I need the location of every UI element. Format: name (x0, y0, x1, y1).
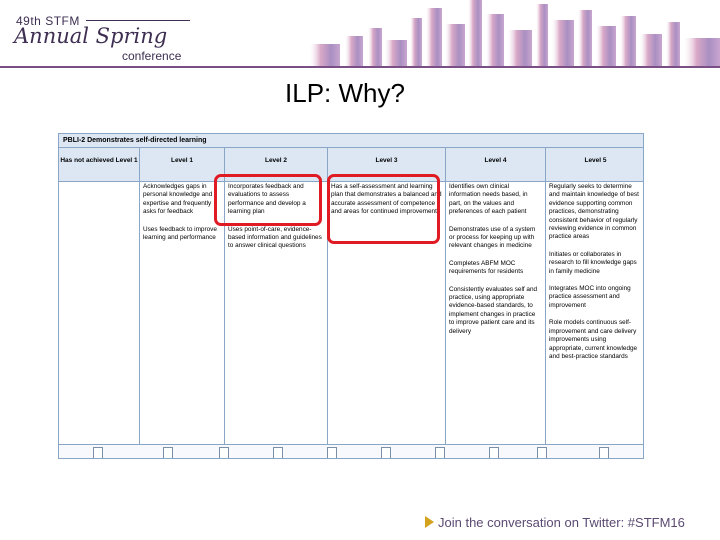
milestone-checkbox[interactable] (435, 447, 445, 459)
column-level-1 (140, 182, 225, 444)
header-level-4: Level 4 (446, 148, 546, 182)
conference-logo (14, 12, 194, 64)
level-2-item: Incorporates feedback and evaluations to assess performance and develop a learning plan (228, 183, 306, 216)
twitter-text: Join the conversation on Twitter: #STFM16 (438, 515, 685, 530)
level-4-item: Demonstrates use of a system or process for keeping up with relevant changes in medicine (449, 225, 536, 250)
milestone-checkbox[interactable] (273, 447, 283, 459)
slide-title: ILP: Why? (285, 78, 405, 108)
level-1-item: Uses feedback to improve learning and performance (143, 225, 217, 242)
milestone-checkbox[interactable] (381, 447, 391, 459)
milestone-checkbox[interactable] (93, 447, 103, 459)
level-5-item: Regularly seeks to determine and maintain knowledge of best evidence supporting common practices, demonstrating consistent behavior of regularly reviewing evidence in common practice areas (549, 183, 639, 241)
level-4-item: Consistently evaluates self and practice, using appropriate evidence-based standards, to implement changes in practice to improve patient care and its delivery (449, 285, 538, 335)
milestone-checkbox[interactable] (327, 447, 337, 459)
level-4-item: Identifies own clinical information needs based, in part, on the values and preferences of each patient (449, 183, 528, 216)
slide-header (0, 0, 720, 68)
milestone-checkbox-row (59, 444, 644, 459)
header-level-1: Level 1 (140, 148, 225, 182)
level-3-highlight (327, 174, 440, 244)
column-level-5 (546, 182, 644, 444)
logo-divider (86, 20, 190, 21)
logo-bottom-text: conference (122, 49, 182, 63)
header-not-achieved: Has not achieved Level 1 (59, 148, 140, 182)
milestone-checkbox[interactable] (599, 447, 609, 459)
header-divider (0, 66, 720, 68)
arrow-icon (425, 516, 434, 528)
milestone-checkbox[interactable] (537, 447, 547, 459)
header-level-3: Level 3 (328, 148, 446, 182)
table-title: PBLI-2 Demonstrates self-directed learning (59, 134, 643, 148)
logo-top-text: 49th STFM (16, 14, 80, 28)
city-skyline-graphic (290, 0, 720, 66)
header-level-2: Level 2 (225, 148, 328, 182)
milestone-checkbox[interactable] (489, 447, 499, 459)
level-5-item: Integrates MOC into ongoing practice assessment and improvement (549, 285, 631, 309)
level-4-item: Completes ABFM MOC requirements for residents (449, 259, 524, 276)
level-3-item: Has a self-assessment and learning plan that demonstrates a balanced and accurate assessment of competence and areas for continued improvement (331, 183, 442, 216)
level-5-item: Initiates or collaborates in research to fill knowledge gaps in family medicine (549, 250, 637, 275)
milestone-checkbox[interactable] (163, 447, 173, 459)
level-2-highlight (214, 174, 322, 226)
level-1-item: Acknowledges gaps in personal knowledge and expertise and frequently asks for feedback (143, 183, 213, 216)
header-level-5: Level 5 (584, 157, 607, 164)
level-5-item: Role models continuous self-improvement and care delivery improvements using appropriate, current knowledge and best-practice standards (549, 319, 638, 360)
logo-main-text: Annual Spring (14, 24, 168, 48)
milestone-checkbox[interactable] (219, 447, 229, 459)
twitter-banner (425, 515, 685, 530)
column-level-4 (446, 182, 546, 444)
level-2-item: Uses point-of-care, evidence-based information and guidelines to answer clinical questions (228, 225, 322, 250)
column-not-achieved (59, 182, 140, 444)
